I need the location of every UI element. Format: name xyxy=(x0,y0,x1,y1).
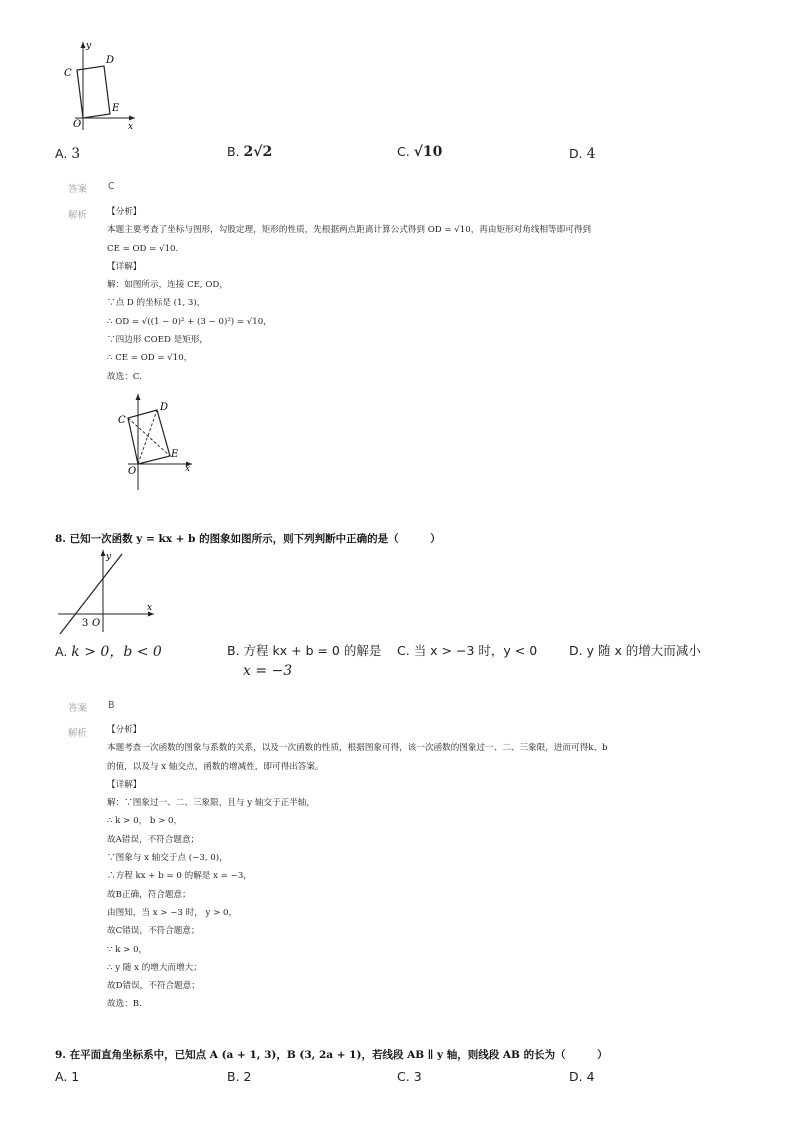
q7-d-label: D xyxy=(106,55,115,66)
q7s-x-label: x xyxy=(185,464,191,474)
q7s-d-label: D xyxy=(160,402,169,413)
q8-line-3: 的值，以及与 x 轴交点，函数的增减性，即可得出答案。 xyxy=(107,761,324,772)
q7-y-label: y xyxy=(86,41,92,51)
q8-stem: 8. 已知一次函数 y = kx + b 的图象如图所示，则下列判断中正确的是（ ） xyxy=(55,533,441,545)
q8-y-label: y xyxy=(106,552,112,562)
q8-neg3-label: 3 xyxy=(82,618,89,629)
q8-line-13: ∵ k > 0， xyxy=(107,944,148,955)
q9-option-c-letter: C. xyxy=(397,1069,410,1084)
q7-line-4: 【详解】 xyxy=(107,261,142,272)
q7-line-9: ∴ CE = OD = √10， xyxy=(107,353,193,364)
q8-line-14: ∴ y 随 x 的增大而增大； xyxy=(107,962,202,973)
q8-option-a[interactable] xyxy=(55,641,162,661)
q8-line-6: ∴ k > 0， b > 0， xyxy=(107,816,183,827)
q7-option-a-value: 3 xyxy=(71,146,81,162)
q9-option-c-value: 3 xyxy=(413,1069,422,1084)
q7-line-6: ∵点 D 的坐标是 (1, 3)， xyxy=(107,298,206,309)
q7-line-7: ∴ OD = √((1 − 0)² + (3 − 0)²) = √10， xyxy=(107,316,272,327)
q8-option-c[interactable] xyxy=(397,641,537,659)
q7s-e-label: E xyxy=(171,449,179,460)
q7-solution-figure xyxy=(110,390,200,495)
q8-option-d-text: y 随 x 的增大而减小 xyxy=(586,643,701,658)
q8-line-15: 故D错误，不符合题意； xyxy=(107,981,200,992)
q7-answer-value: C xyxy=(108,181,115,192)
q7-option-b-value: 2√2 xyxy=(243,144,273,160)
q7-option-c-value: √10 xyxy=(413,144,443,160)
q7-line-2: 本题主要考查了坐标与图形，勾股定理，矩形的性质，先根据两点距离计算公式得到 OD = √10，再由矩形对角线相等即可得到 xyxy=(107,225,592,236)
q8-answer-label: 答案 xyxy=(68,703,88,714)
q7-line-3: CE = OD = √10. xyxy=(107,243,179,254)
q8-line-11: 由图知，当 x > −3 时， y > 0， xyxy=(107,907,238,918)
q8-line-10: 故B正确，符合题意； xyxy=(107,889,191,900)
q9-option-a-value: 1 xyxy=(71,1069,80,1084)
q9-stem: 9. 在平面直角坐标系中，已知点 A (a + 1, 3)，B (3, 2a + 1)，若线段 AB ∥ y 轴，则线段 AB 的长为（ ） xyxy=(55,1049,608,1061)
q7-x-label: x xyxy=(128,122,134,132)
q8-option-d-letter: D. xyxy=(569,643,583,658)
q8-option-b-text: 方程 kx + b = 0 的解是 xyxy=(243,643,382,658)
q8-answer-value: B xyxy=(108,700,115,711)
q8-explanation xyxy=(107,721,608,1014)
q8-line-9: ∴方程 kx + b = 0 的解是 x = −3， xyxy=(107,871,252,882)
q9-option-b[interactable] xyxy=(227,1069,252,1084)
q7-figure xyxy=(55,38,145,133)
q7-option-d-letter: D. xyxy=(569,146,583,161)
q8-line-7: 故A错误，不符合题意； xyxy=(107,834,200,845)
q9-option-d-value: 4 xyxy=(586,1069,595,1084)
q8-option-b[interactable] xyxy=(227,641,381,679)
q8-line-5: 解：∵图象过一、二、三象限，且与 y 轴交于正半轴， xyxy=(107,798,315,809)
q8-analysis-label: 解析 xyxy=(68,728,88,739)
q7-answer-label: 答案 xyxy=(68,184,88,195)
q7-e-label: E xyxy=(112,103,120,114)
q8-line-12: 故C错误，不符合题意； xyxy=(107,926,200,937)
q7-line-8: ∵四边形 COED 是矩形， xyxy=(107,335,208,346)
q8-line-1: 【分析】 xyxy=(107,725,142,735)
q8-option-a-letter: A. xyxy=(55,644,68,659)
q8-option-d[interactable] xyxy=(569,641,701,659)
q8-option-b-text2: x = −3 xyxy=(243,663,293,679)
q7-option-a[interactable] xyxy=(55,146,80,162)
q7-option-b[interactable] xyxy=(227,144,272,160)
q7-analysis-label: 解析 xyxy=(68,210,88,221)
q8-option-c-text: 当 x > −3 时，y < 0 xyxy=(413,643,538,658)
q7-line-1: 【分析】 xyxy=(107,207,142,217)
q7-option-d[interactable] xyxy=(569,146,596,162)
q8-line-16: 故选：B. xyxy=(107,999,142,1010)
q9-option-b-value: 2 xyxy=(243,1069,252,1084)
q9-option-a[interactable] xyxy=(55,1069,79,1084)
q9-option-a-letter: A. xyxy=(55,1069,68,1084)
q7-line-10: 故选：C. xyxy=(107,371,142,382)
q8-figure xyxy=(56,548,160,636)
q7-option-d-value: 4 xyxy=(586,146,596,162)
q7-explanation xyxy=(107,203,591,386)
q9-option-d-letter: D. xyxy=(569,1069,583,1084)
q9-option-d[interactable] xyxy=(569,1069,595,1084)
q8-line-4: 【详解】 xyxy=(107,779,142,790)
q8-option-a-text: k > 0，b < 0 xyxy=(71,644,162,660)
q7-option-b-letter: B. xyxy=(227,144,240,159)
q7-option-c[interactable] xyxy=(397,144,442,160)
q8-option-b-letter: B. xyxy=(227,643,240,658)
q7-option-a-letter: A. xyxy=(55,146,68,161)
q8-line-2: 本题考查一次函数的图象与系数的关系，以及一次函数的性质，根据图象可得，该一次函数的图象过一、二、三象限，进而可得k、b xyxy=(107,743,608,754)
q7s-o-label: O xyxy=(128,466,137,477)
q9-option-c[interactable] xyxy=(397,1069,422,1084)
q7s-c-label: C xyxy=(118,415,126,426)
q7-option-c-letter: C. xyxy=(397,144,410,159)
q8-line-8: ∵图象与 x 轴交于点 (−3, 0)， xyxy=(107,853,228,864)
q9-option-b-letter: B. xyxy=(227,1069,240,1084)
q7-c-label: C xyxy=(64,68,72,79)
q8-x-label: x xyxy=(147,603,153,613)
q7-line-5: 解：如图所示，连接 CE, OD， xyxy=(107,280,228,291)
q8-option-c-letter: C. xyxy=(397,643,410,658)
q8-o-label: O xyxy=(92,618,101,629)
q7-o-label: O xyxy=(73,119,82,130)
